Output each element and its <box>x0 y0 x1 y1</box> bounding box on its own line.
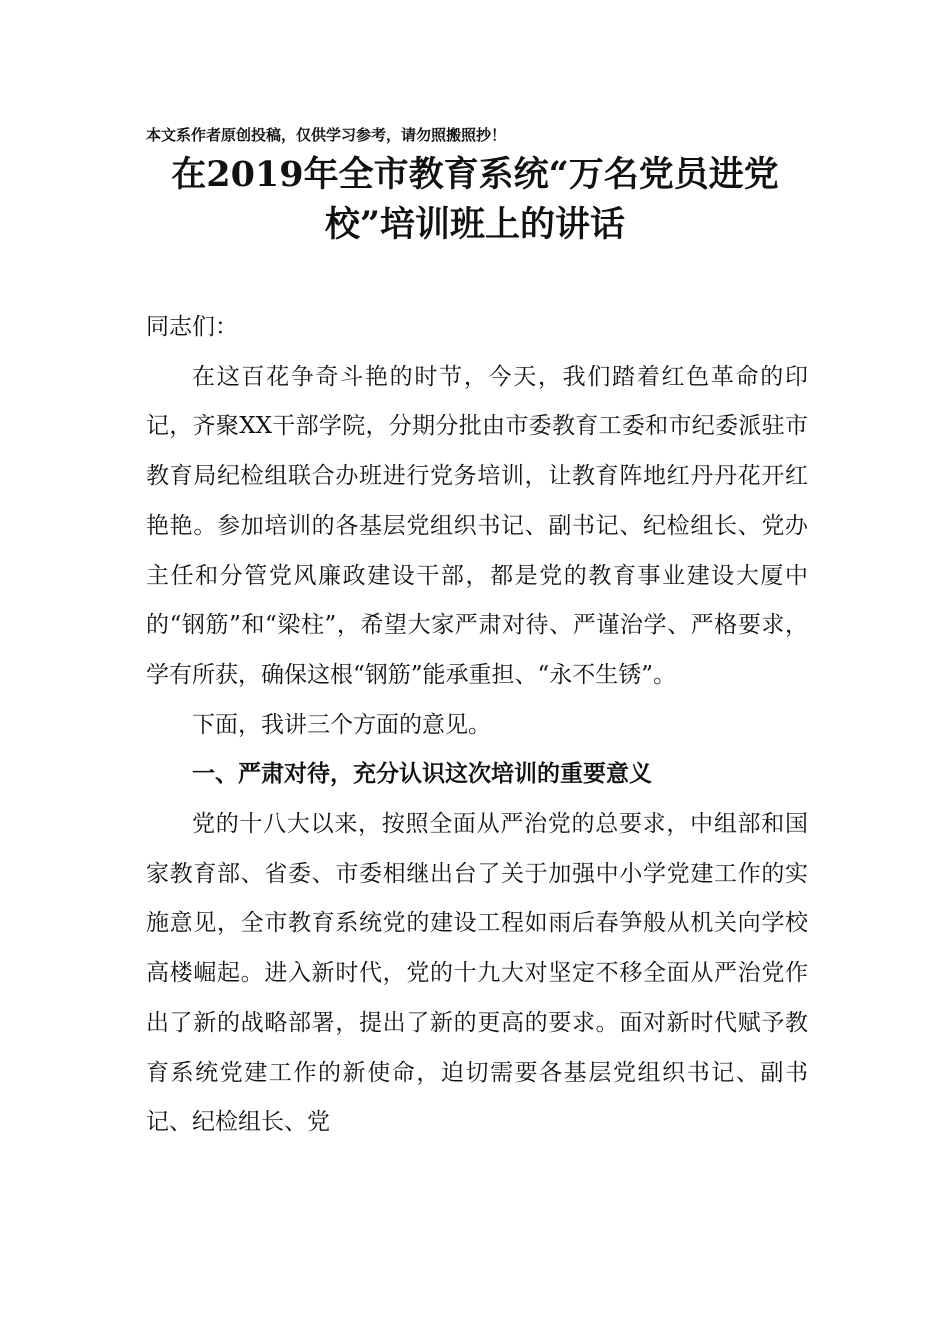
document-body <box>146 303 808 1148</box>
salutation: 同志们： <box>146 314 238 340</box>
paragraph-intro: 在这百花争奇斗艳的时节，今天，我们踏着红色革命的印记，齐聚XX干部学院，分期分批由市委教育工委和市纪委派驻市教育局纪检组联合办班进行党务培训，让教育阵地红丹丹花开红艳艳。参加培训的各基层党组织书记、副书记、纪检组长、党办主任和分管党风廉政建设干部，都是党的教育事业建设大厦中的“钢筋”和“梁柱”，希望大家严肃对待、严谨治学、严格要求，学有所获，确保这根“钢筋”能承重担、“永不生锈”。 <box>146 363 808 688</box>
document-title <box>120 150 830 250</box>
copyright-notice: 本文系作者原创投稿，仅供学习参考，请勿照搬照抄！ <box>146 126 507 144</box>
section-heading-1: 一、严肃对待，充分认识这次培训的重要意义 <box>192 761 652 788</box>
paragraph-outline: 下面，我讲三个方面的意见。 <box>192 711 491 738</box>
section-1-paragraph: 党的十八大以来，按照全面从严治党的总要求，中组部和国家教育部、省委、市委相继出台了关于加强中小学党建工作的实施意见，全市教育系统党的建设工程如雨后春笋般从机关向学校高楼崛起。进入新时代，党的十九大对坚定不移全面从严治党作出了新的战略部署，提出了新的更高的要求。面对新时代赋予教育系统党建工作的新使命，迫切需要各基层党组织书记、副书记、纪检组长、党 <box>146 811 808 1136</box>
title-line-2: 校”培训班上的讲话 <box>324 204 626 245</box>
title-line-1: 在2019年全市教育系统“万名党员进党 <box>171 154 779 195</box>
